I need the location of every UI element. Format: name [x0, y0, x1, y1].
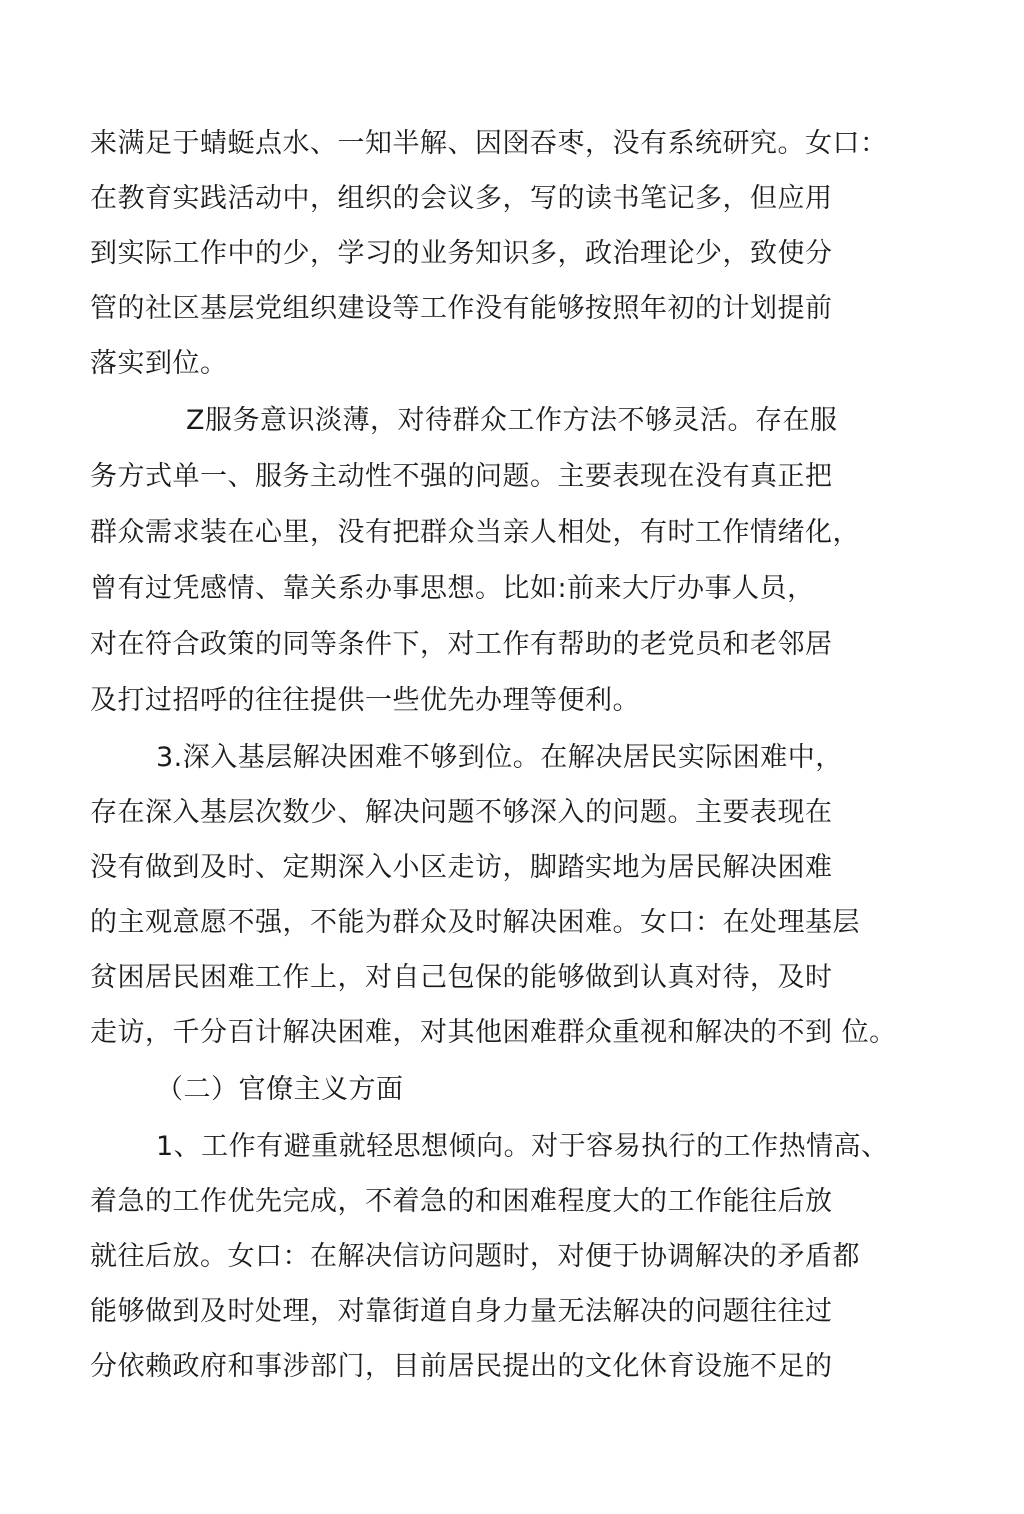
text-line: 管的社区基层党组织建设等工作没有能够按照年初的计划提前 [90, 293, 833, 324]
text-line: 对在符合政策的同等条件下，对工作有帮助的老党员和老邻居 [90, 629, 833, 660]
text-line: 贫困居民困难工作上，对自己包保的能够做到认真对待，及时 [90, 962, 833, 993]
paragraph-heading: 3.深入基层解决困难不够到位。在解决居民实际困难中， [156, 742, 843, 773]
text-line: 到实际工作中的少，学习的业务知识多，政治理论少，致使分 [90, 238, 833, 269]
paragraph-heading: 1、工作有避重就轻思想倾向。对于容易执行的工作热情高、 [156, 1131, 889, 1162]
text-line: 及打过招呼的往往提供一些优先办理等便利。 [90, 685, 640, 716]
text-line: 群众需求装在心里，没有把群众当亲人相处，有时工作情绪化， [90, 517, 860, 548]
text-line: 存在深入基层次数少、解决问题不够深入的问题。主要表现在 [90, 797, 833, 828]
text-line: 在教育实践活动中，组织的会议多，写的读书笔记多，但应用 [90, 183, 833, 214]
text-line: 就往后放。女口：在解决信访问题时，对便于协调解决的矛盾都 [90, 1241, 860, 1272]
text-line: 的主观意愿不强，不能为群众及时解决困难。女口：在处理基层 [90, 907, 860, 938]
section-heading: （二）官僚主义方面 [156, 1074, 404, 1105]
text-line: 分依赖政府和事涉部门，目前居民提出的文化休育设施不足的 [90, 1351, 833, 1382]
paragraph-heading: Z服务意识淡薄，对待群众工作方法不够灵活。存在服 [186, 405, 838, 436]
text-line: 曾有过凭感情、靠关系办事思想。比如:前来大厅办事人员， [90, 573, 815, 604]
text-line: 着急的工作优先完成，不着急的和困难程度大的工作能往后放 [90, 1186, 833, 1217]
text-line: 能够做到及时处理，对靠街道自身力量无法解决的问题往往过 [90, 1296, 833, 1327]
text-line: 来满足于蜻蜓点水、一知半解、因囹吞枣，没有系统研究。女口： [90, 128, 888, 159]
text-line: 没有做到及时、定期深入小区走访，脚踏实地为居民解决困难 [90, 852, 833, 883]
text-line: 走访，千分百计解决困难，对其他困难群众重视和解决的不到 位。 [90, 1017, 897, 1048]
text-line: 落实到位。 [90, 348, 228, 379]
text-line: 务方式单一、服务主动性不强的问题。主要表现在没有真正把 [90, 461, 833, 492]
